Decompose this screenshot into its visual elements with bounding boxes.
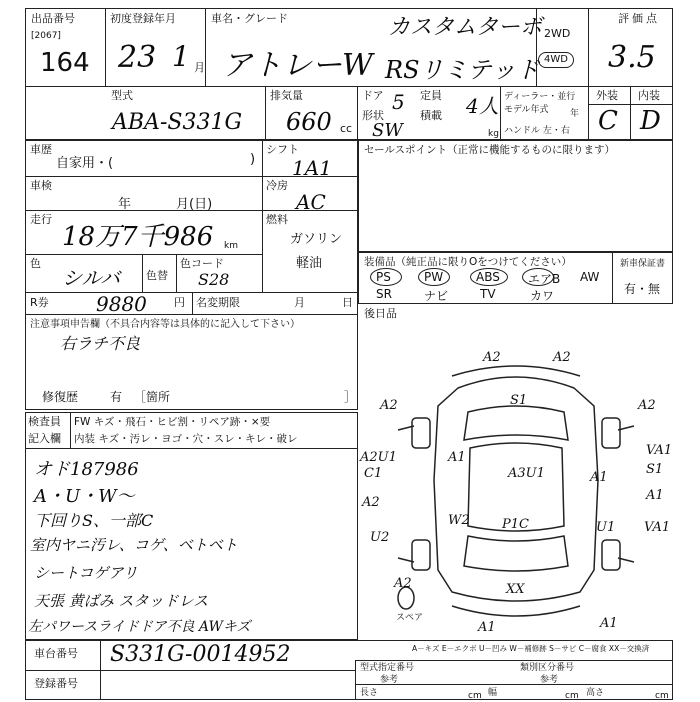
- ref-1: 参考: [380, 675, 399, 685]
- recycle-unit: 円: [174, 296, 185, 309]
- damage-mark: A1: [646, 488, 664, 503]
- inspector-row2: 内装 キズ・汚レ・ヨゴ・穴・スレ・キレ・破レ: [74, 433, 298, 445]
- inspector-note-4: 室内ヤニ汚レ、コゲ、ベトベト: [30, 536, 238, 554]
- fuel-gas: ガソリン: [290, 232, 343, 247]
- color-change-label: 色替: [146, 269, 168, 282]
- damage-mark: U1: [596, 520, 616, 535]
- damage-mark: XX: [506, 582, 525, 597]
- equip-aw: AW: [580, 270, 600, 284]
- damage-mark: A2: [380, 398, 398, 413]
- shift-label: シフト: [266, 143, 299, 156]
- rear-label: 後日品: [364, 307, 397, 320]
- inspector-note-5: シートコゲアリ: [34, 564, 138, 582]
- damage-mark: W2: [448, 513, 470, 528]
- rating-label: 評価点: [618, 12, 660, 25]
- fuel-light: 軽油: [296, 256, 323, 271]
- first-reg-month: 1: [172, 40, 190, 73]
- recycle-label: R券: [30, 296, 49, 309]
- history-label: 車歴: [30, 143, 52, 156]
- equip-abs: ABS: [476, 270, 500, 284]
- year-unit: 年: [570, 109, 580, 119]
- body-label: 形状: [362, 109, 384, 122]
- warranty-value: 有・無: [624, 282, 661, 296]
- damage-mark: A2: [362, 495, 380, 510]
- ref-2: 参考: [540, 675, 559, 685]
- cm-2: cm: [565, 691, 579, 701]
- inspector-note-6: 天張 黄ばみ スタッドレス: [34, 592, 209, 610]
- inspector-note-1: オド187986: [34, 459, 139, 480]
- aircon-value: AC: [296, 190, 326, 214]
- capacity-value: 4人: [466, 94, 499, 118]
- damage-mark: VA1: [646, 443, 673, 458]
- equip-navi: ナビ: [424, 289, 449, 303]
- disp-unit: cc: [340, 122, 353, 135]
- equip-leather: カワ: [530, 289, 555, 303]
- dealer-label: ディーラー・並行: [504, 92, 576, 102]
- damage-mark: A2U1: [360, 450, 397, 465]
- damage-mark: A1: [448, 450, 466, 465]
- drive-2wd: 2WD: [544, 27, 571, 40]
- color-value: シルバ: [62, 266, 121, 290]
- mileage-unit: km: [224, 241, 238, 251]
- drive-4wd: 4WD: [538, 52, 574, 68]
- equip-pw: PW: [424, 270, 444, 284]
- expiry-day: 日: [342, 296, 353, 309]
- equip-ps: PS: [376, 270, 391, 284]
- lot-sub: [2067]: [31, 31, 61, 41]
- width-label: 幅: [488, 688, 498, 698]
- color-code-value: S28: [198, 270, 230, 289]
- cm-1: cm: [468, 691, 482, 701]
- damage-mark: A3U1: [508, 466, 545, 481]
- door-value: 5: [392, 90, 405, 114]
- mileage-label: 走行: [30, 213, 52, 226]
- damage-mark: S1: [510, 393, 528, 408]
- repair-close: ］: [344, 390, 357, 404]
- damage-mark: A1: [600, 616, 618, 631]
- inspector-note-3: 下回りS、一部C: [34, 511, 154, 530]
- equip-tv: TV: [480, 287, 496, 301]
- handle-label: ハンドル 左・右: [504, 126, 570, 136]
- fuel-label: 燃料: [266, 213, 288, 226]
- cat-label: 型式指定番号: [360, 663, 415, 673]
- cm-3: cm: [655, 691, 669, 701]
- lot-number: 164: [40, 48, 90, 78]
- disp-value: 660: [286, 108, 332, 136]
- aircon-label: 冷房: [266, 179, 288, 192]
- type-label: 型式: [111, 89, 133, 102]
- load-unit: kg: [488, 129, 499, 139]
- int-value: D: [640, 106, 661, 136]
- rating-value: 3.5: [608, 40, 656, 75]
- body-value: SW: [372, 120, 403, 141]
- int-label: 内装: [638, 89, 660, 102]
- capacity-label: 定員: [420, 89, 442, 102]
- warranty-label: 新車保証書: [620, 259, 666, 269]
- history-close: ): [250, 152, 256, 167]
- damage-mark: A2: [394, 576, 412, 591]
- inspector-label2: 記入欄: [28, 432, 61, 445]
- shaken-year: 年: [118, 197, 132, 212]
- sales-label: セールスポイント（正常に機能するものに限ります）: [364, 144, 616, 156]
- ext-value: C: [598, 106, 618, 136]
- damage-mark: U2: [370, 530, 390, 545]
- color-code-label: 色コード: [180, 257, 224, 270]
- chassis-value: S331G-0014952: [110, 642, 291, 667]
- damage-mark: P1C: [502, 517, 529, 532]
- damage-mark: A2: [483, 350, 501, 365]
- sales-frame: [358, 140, 673, 252]
- damage-mark: A1: [478, 620, 496, 635]
- equip-sr: SR: [376, 287, 392, 301]
- repair-value: 有: [110, 390, 123, 404]
- notes-value: 右ラチ不良: [60, 334, 141, 353]
- model-name: アトレーW: [222, 48, 373, 83]
- month-unit: 月: [194, 61, 205, 74]
- inspector-note-2: A・U・W～: [34, 486, 135, 507]
- shaken-month: 月(日): [176, 197, 213, 212]
- cat-label2: 類別区分番号: [520, 663, 575, 673]
- inspector-row1: FW キズ・飛石・ヒビ割・リペア跡・×要: [74, 416, 271, 428]
- shift-value: 1A1: [292, 156, 332, 180]
- circle-pw: [418, 268, 450, 286]
- grade-bottom: RSリミテッド: [385, 56, 540, 84]
- chassis-label: 車台番号: [34, 647, 78, 660]
- recycle-value: 9880: [96, 292, 147, 316]
- model-year-label: モデル年式: [504, 105, 549, 115]
- notes-label: 注意事項申告欄（不具合内容等は具体的に記入して下さい）: [30, 319, 300, 330]
- damage-mark: A2: [638, 398, 656, 413]
- circle-abs: [470, 268, 508, 286]
- color-label: 色: [30, 257, 41, 270]
- expiry-month: 月: [294, 296, 305, 309]
- repair-label: 修復歴: [42, 390, 79, 404]
- damage-mark: VA1: [644, 520, 671, 535]
- mileage-value: 18万7千986: [62, 222, 214, 252]
- model-label: 車名・グレード: [211, 12, 288, 25]
- shaken-label: 車検: [30, 179, 52, 192]
- damage-mark: S1: [646, 462, 664, 477]
- inspector-note-7: 左パワースライドドア不良 AWキズ: [28, 619, 251, 635]
- spare-label: スペア: [396, 613, 424, 623]
- reg-label: 登録番号: [34, 677, 78, 690]
- damage-mark: A2: [553, 350, 571, 365]
- circle-airbag: [522, 268, 554, 286]
- history-value: 自家用・(: [56, 156, 114, 171]
- repair-part: ［箇所: [134, 390, 171, 404]
- damage-mark: C1: [364, 466, 383, 481]
- circle-ps: [370, 268, 402, 286]
- ext-label: 外装: [596, 89, 618, 102]
- length-label: 長さ: [360, 688, 379, 698]
- lot-label: 出品番号: [31, 12, 75, 25]
- damage-mark: A1: [590, 470, 608, 485]
- equipment-label: 装備品（純正品に限りOをつけてください）: [364, 256, 572, 268]
- load-label: 積載: [420, 109, 442, 122]
- height-label: 高さ: [586, 688, 605, 698]
- disp-label: 排気量: [270, 89, 303, 102]
- door-label: ドア: [362, 89, 384, 102]
- expiry-label: 名変期限: [196, 296, 240, 309]
- type-value: ABA-S331G: [112, 110, 243, 135]
- equip-airbag: エアB: [528, 272, 561, 286]
- grade-top: カスタムターボ: [388, 15, 543, 40]
- damage-legend: A－キズ E－エクボ U－凹み W－補修跡 S－サビ C－腐食 XX－交換済: [412, 644, 650, 653]
- inspector-label1: 検査員: [28, 415, 61, 428]
- first-reg-label: 初度登録年月: [110, 12, 176, 25]
- first-reg-value: 23: [118, 40, 157, 75]
